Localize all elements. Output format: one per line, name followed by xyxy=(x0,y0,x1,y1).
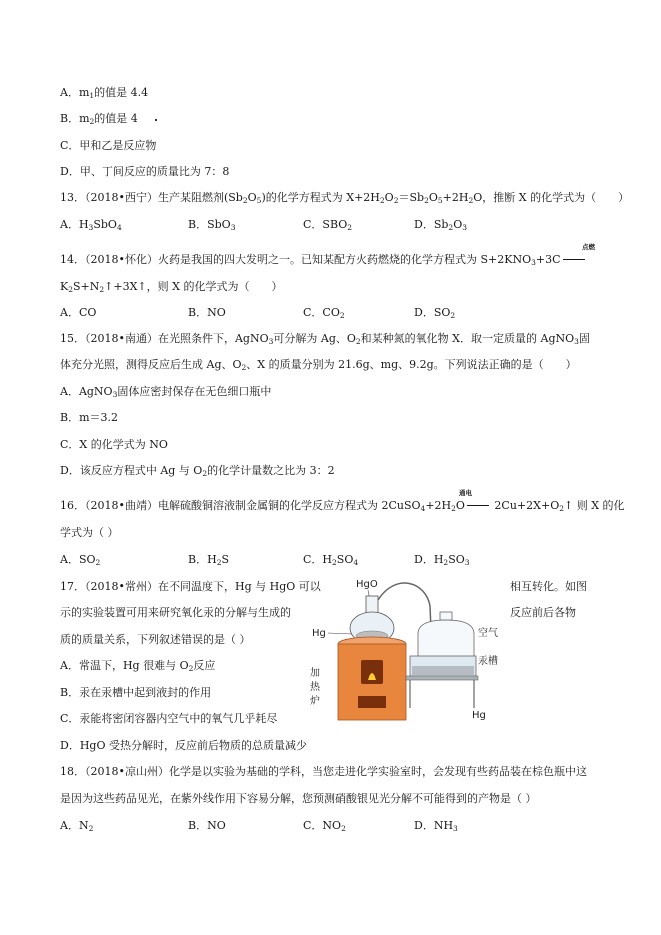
hgo-label: HgO xyxy=(356,579,378,590)
q18-stem: 18．（2018•凉山州）化学是以实验为基础的学科，当您走进化学实验室时，会发现有些药品装在棕色瓶中这 xyxy=(60,765,587,778)
q18-option-b: B．NO xyxy=(188,819,226,832)
q15-option-d: D．该反应方程式中 Ag 与 $O_2$的化学计量数之比为 3：2 xyxy=(60,464,335,478)
q16-stem2: 学式为（ ） xyxy=(60,526,119,539)
hg-left-label: Hg xyxy=(312,628,326,639)
q14-option-d: D．$SO_2$ xyxy=(414,306,456,320)
q16-stem: 16．（2018•曲靖）电解硫酸铜溶液制金属铜的化学反应方程式为 $2CuSO_4+2H_2O$ $2Cu+2X+O_2↑$ 则 X 的化 xyxy=(60,499,625,513)
q13-stem: 13．（2018•西宁）生产某阻燃剂$(Sb_2O_5)$的化学方程式为 $X+2H_2O_2=Sb_2O_5+2H_2O$，推断 X 的化学式为（ ） xyxy=(60,191,630,205)
q17-stem3: 质的质量关系，下列叙述错误的是（ ） xyxy=(60,633,251,646)
q16-option-a: A．$SO_2$ xyxy=(60,553,101,567)
q13-option-c: C．$SBO_2$ xyxy=(303,218,353,232)
q13-option-d: D．$Sb_2O_3$ xyxy=(414,218,467,232)
furnace-label-2: 热 xyxy=(310,682,320,693)
stray-dot xyxy=(155,119,157,121)
q16-option-d: D．$H_2SO_3$ xyxy=(414,553,470,567)
option-d-ratio: D．甲、丁间反应的质量比为 7：8 xyxy=(60,165,230,178)
q15-option-b: B．m＝3.2 xyxy=(60,411,119,424)
stand-top xyxy=(406,676,478,680)
q16-option-b: B．$H_2S$ xyxy=(188,553,230,567)
q15-option-a: A．AgNO$_3$固体应密封保存在无色细口瓶中 xyxy=(60,385,272,399)
q13-option-b: B．SbO$_3$ xyxy=(188,218,236,232)
q14-stem2: $K_2S+N_2↑+3X↑$，则 X 的化学式为（ ） xyxy=(60,280,283,294)
bell-jar-knob xyxy=(440,612,452,620)
q17-option-d: D．HgO 受热分解时，反应前后物质的总质量减少 xyxy=(60,739,307,752)
q15-option-c: C．X 的化学式为 NO xyxy=(60,438,168,451)
q17-option-c: C．汞能将密闭容器内空气中的氧气几乎耗尽 xyxy=(60,712,278,725)
mercury-oxide-apparatus xyxy=(306,576,498,726)
furnace-label-1: 加 xyxy=(310,668,320,679)
q14-stem: 14．（2018•怀化）火药是我国的四大发明之一。已知某配方火药燃烧的化学方程式为 $S+2KNO_3+3C$ xyxy=(60,252,587,271)
reaction-arrow xyxy=(563,259,585,260)
q18-option-c: C．$NO_2$ xyxy=(303,819,346,833)
q18-option-d: D．$NH_3$ xyxy=(414,819,458,833)
q15-stem: 15．（2018•南通）在光照条件下，AgNO$_3$可分解为 Ag、$O_2$和某种氮的氧化物 X．取一定质量的 AgNO$_3$固 xyxy=(60,332,590,346)
air-label: 空气 xyxy=(478,628,498,639)
hg-bottom-label: Hg xyxy=(472,710,486,721)
q16-condition: 通电 xyxy=(459,489,472,497)
q18-stem2: 是因为这些药品见光，在紫外线作用下容易分解，您预测硝酸银见光分解不可能得到的产物是（ ） xyxy=(60,792,537,805)
q17-stem2-left: 示的实验装置可用来研究氧化汞的分解与生成的 xyxy=(60,606,291,619)
option-c-reactants: C．甲和乙是反应物 xyxy=(60,139,157,152)
mercury-surface xyxy=(412,666,474,675)
q16-option-c: C．$H_2SO_4$ xyxy=(303,553,359,567)
furnace-vent xyxy=(358,696,386,708)
retort-neck xyxy=(366,596,378,614)
option-a-m1: A．$m_1$的值是 4.4 xyxy=(60,86,149,100)
q17-stem2-right: 反应前后各物 xyxy=(510,606,576,619)
hg-left-leader xyxy=(328,633,352,634)
q14-option-a: A．CO xyxy=(60,306,97,319)
q14-option-b: B．NO xyxy=(188,306,226,319)
q14-condition: 点燃 xyxy=(582,243,595,251)
q17-option-a: A．常温下，Hg 很难与 $O_2$反应 xyxy=(60,659,216,673)
q14-option-c: C．$CO_2$ xyxy=(303,306,345,320)
trough-label: 汞槽 xyxy=(478,656,498,667)
option-b-m2: B．$m_2$的值是 4 xyxy=(60,112,138,126)
q18-option-a: A．$N_2$ xyxy=(60,819,94,833)
q17-stem-left: 17．（2018•常州）在不同温度下，Hg 与 HgO 可以 xyxy=(60,580,321,593)
furnace-window xyxy=(361,660,383,684)
q15-stem2: 体充分光照，测得反应后生成 Ag、$O_2$、X 的质量分别为 21.6g、mg、9.2g。下列说法正确的是（ ） xyxy=(60,358,577,372)
furnace-label-3: 炉 xyxy=(310,696,320,707)
reaction-arrow xyxy=(467,505,489,506)
q17-option-b: B．汞在汞槽中起到液封的作用 xyxy=(60,686,212,699)
q13-option-a: A．$H_3SbO_4$ xyxy=(60,218,122,232)
q17-stem-right: 相互转化。如图 xyxy=(510,580,587,593)
